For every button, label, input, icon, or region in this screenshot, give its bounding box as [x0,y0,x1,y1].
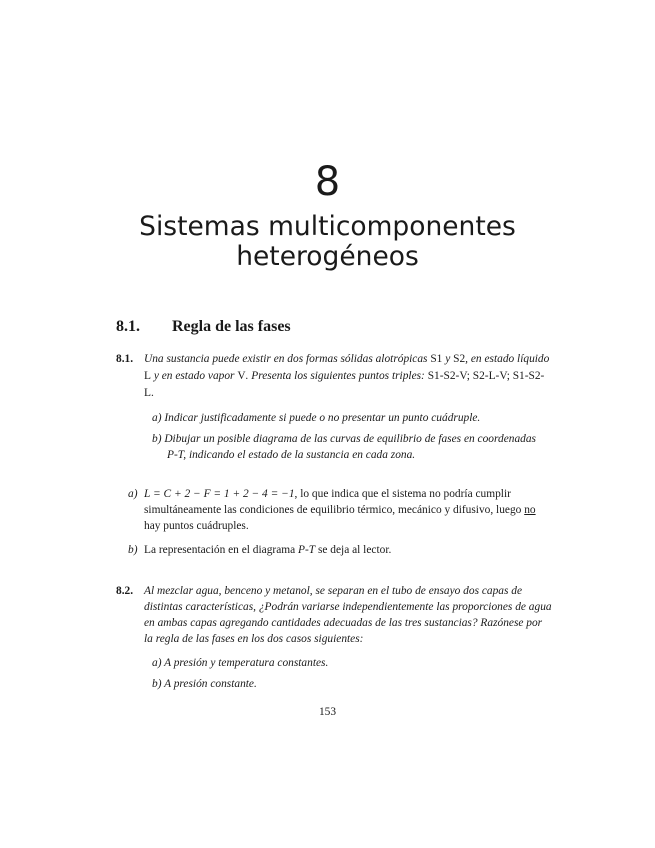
chapter-title [0,212,655,272]
section-title: Regla de las fases [172,318,291,335]
problem-item-a: a) Indicar justificadamente si puede o no presentar un punto cuádruple. [152,412,481,424]
problem-statement-line [144,368,544,384]
solution-line [144,502,536,518]
statement-text: . Presenta los siguientes puntos triples: [245,370,428,382]
solution-text: se deja al lector. [315,544,392,556]
statement-text: S2 [453,353,466,365]
problem-item-b-cont [167,447,415,463]
solution-text: , lo que indica que el sistema no podría cumplir [294,488,511,500]
statement-text: , indicando el estado de la sustancia en cada zona. [183,449,416,461]
page-number: 153 [318,706,337,718]
section-number: 8.1. [116,318,140,335]
statement-text: , en estado líquido [465,353,550,365]
statement-text: L [144,370,151,382]
solution-text: La representación en el diagrama [144,544,299,556]
solution-text: simultáneamente las condiciones de equilibrio térmico, mecánico y difusivo, luego [144,504,525,516]
statement-text: S1-S2-V; S2-L-V; S1-S2- [427,370,545,382]
chapter-title-line-2: heterogéneos [236,241,419,272]
solution-label-b: b) [128,544,138,556]
section-heading [116,317,291,337]
equation: L = C + 2 − F = 1 + 2 − 4 = −1 [144,488,295,500]
statement-text: V [237,370,246,382]
solution-text: P-T [298,544,316,556]
statement-text: y [442,353,454,365]
solution-line [144,486,511,502]
problem-statement-line: distintas características, ¿Podrán variarse independientemente las proporciones de agua [144,601,552,613]
statement-text: y en estado vapor [150,370,238,382]
solution-label-a: a) [128,488,138,500]
problem-statement-line: L. [144,387,154,399]
problem-statement-line: Al mezclar agua, benceno y metanol, se separan en el tubo de ensayo dos capas de [144,585,523,597]
solution-line: hay puntos cuádruples. [144,520,249,532]
underlined-text: no [524,504,536,516]
problem-statement-line: en ambas capas agregando cantidades adecuadas de las tres sustancias? Razónese por [144,617,543,629]
problem-number: 8.2. [116,585,134,597]
problem-number: 8.1. [116,353,134,365]
problem-item-a: a) A presión y temperatura constantes. [152,657,329,669]
chapter-title-line-1: Sistemas multicomponentes [139,211,516,242]
statement-text: S1 [430,353,443,365]
problem-statement-line [144,351,549,367]
statement-text: P-T [167,449,184,461]
statement-text: Una sustancia puede existir en dos formas sólidas alotrópicas [144,353,431,365]
problem-item-b: b) A presión constante. [152,678,257,690]
solution-line [144,542,391,558]
problem-item-b: b) Dibujar un posible diagrama de las curvas de equilibrio de fases en coordenadas [152,433,536,445]
problem-statement-line: la regla de las fases en los dos casos siguientes: [144,633,364,645]
chapter-number: 8 [314,159,341,205]
